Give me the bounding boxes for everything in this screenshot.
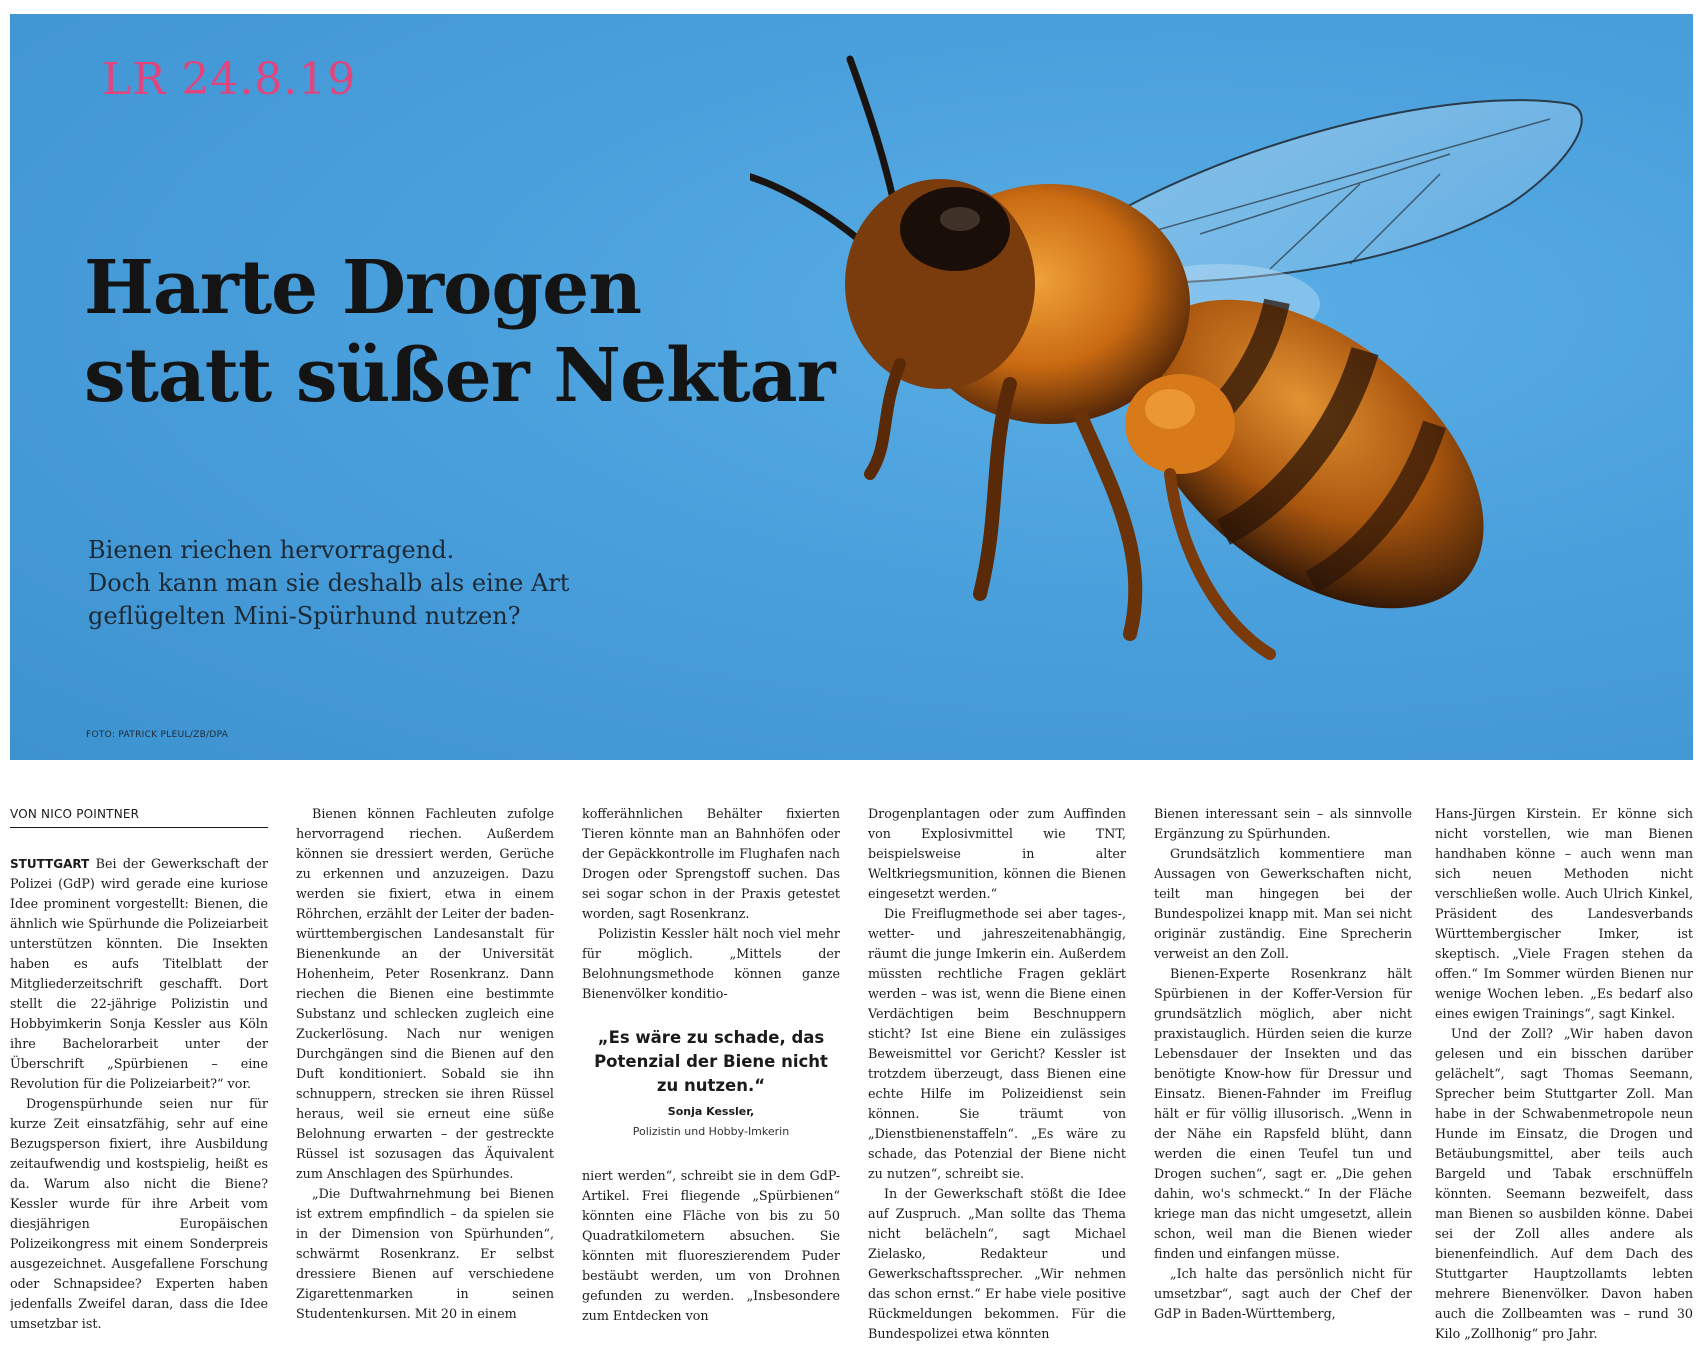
article-column-5 (1154, 804, 1412, 1344)
paragraph: „Die Duftwahrnehmung bei Bienen ist extrem empfindlich – da spielen sie in der Dimension von Spürhunden“, schwärmt Rosenkranz. Er selbst dressiere Bienen auf verschiedene Zigarettenmarken in seinen Studentenkursen. Mit 20 in einem (296, 1186, 554, 1321)
article-column-1 (10, 804, 268, 1344)
article-column-4 (868, 804, 1126, 1344)
paragraph: Drogenplantagen oder zum Auffinden von Explosivmittel wie TNT, beispielsweise in alter Weltkriegsmunition, können die Bienen eingesetzt werden.“ (868, 806, 1126, 901)
article-column-6 (1435, 804, 1693, 1344)
paragraph: Bienen können Fachleuten zufolge hervorragend riechen. Außerdem können sie dressiert werden, Gerüche zu erkennen und anzuzeigen. Dazu werden sie fixiert, etwa in einem Röhrchen, erzählt der Leiter der baden-württembergischen Landesanstalt für Bienenkunde an der Universität Hohenheim, Peter Rosenkranz. Dann riechen die Bienen eine bestimmte Substanz und schlecken zugleich eine Zuckerlösung. Nach nur wenigen Durchgängen sind die Bienen auf den Duft konditioniert. Sobald sie ihn schnuppern, strecken sie ihren Rüssel heraus, weil sie erneut eine süße Belohnung erwarten – der gestreckte Rüssel ist sozusagen das Äquivalent zum Anschlagen des Spürhundes. (296, 806, 554, 1181)
hero-photo (10, 14, 1693, 760)
paragraph: Bienen-Experte Rosenkranz hält Spürbienen in der Koffer-Version für grundsätzlich möglich, aber nicht praxistauglich. Hürden seien die kurze Lebensdauer der Insekten und das benötigte Know-how für Dressur und Einsatz. Bienen-Fahnder im Freiflug hält er für völlig illusorisch. „Wenn in der Nähe ein Rapsfeld blüht, dann werden die einen Teufel tun und Drogen suchen“, sagt er. „Die gehen dahin, wo's schmeckt.“ In der Fläche kriege man das nicht umgesetzt, allein schon, weil man die Bienen wieder finden und einfangen müsse. (1154, 966, 1412, 1261)
deck-line-1: Bienen riechen hervorragend. (88, 536, 455, 564)
deck-subtitle (88, 534, 648, 633)
paragraph: Die Freiflugmethode sei aber tages-, wetter- und jahreszeitenabhängig, räumt die junge Imkerin ein. Außerdem müssten rechtliche Fragen geklärt werden – was ist, wenn die Biene einen Verdächtigen beim Beschnuppern sticht? Ist eine Biene ein zulässiges Beweismittel vor Gericht? Kessler ist trotzdem überzeugt, dass Bienen eine echte Hilfe im Polizeidienst sein können. Sie träumt von „Dienstbienenstaffeln“. „Es wäre zu schade, das Potenzial der Biene nicht zu nutzen“, schreibt sie. (868, 906, 1126, 1181)
paragraph: Hans-Jürgen Kirstein. Er könne sich nicht vorstellen, wie man Bienen handhaben könne – auch wenn man sich neuen Methoden nicht verschließen wolle. Auch Ulrich Kinkel, Präsident des Landesverbands Württembergischer Imker, ist skeptisch. „Viele Fragen stehen da offen.“ Im Sommer würden Bienen nur wenige Wochen leben. „Es bedarf also eines ewigen Trainings“, sagt Kinkel. (1435, 806, 1693, 1021)
paragraph (10, 854, 268, 1094)
headline-line-1: Harte Drogen (84, 245, 642, 331)
paragraph: niert werden“, schreibt sie in dem GdP-Artikel. Frei fliegende „Spürbienen“ könnten eine Fläche von bis zu 50 Quadratkilometern absuchen. Sie könnten mit fluoreszierendem Puder bestäubt werden, um von Drohnen gefunden zu werden. „Insbesondere zum Entdecken von (582, 1168, 840, 1323)
article-column-3 (582, 804, 840, 1344)
headline-line-2: statt süßer Nektar (84, 333, 835, 419)
paragraph: „Ich halte das persönlich nicht für umsetzbar“, sagt auch der Chef der GdP in Baden-Württemberg, (1154, 1266, 1412, 1321)
paragraph: Grundsätzlich kommentiere man Aussagen von Gewerkschaften nicht, teilt man hingegen bei der Bundespolizei knapp mit. Man sei nicht originär zuständig. Eine Sprecherin verweist an den Zoll. (1154, 846, 1412, 961)
paragraph: In der Gewerkschaft stößt die Idee auf Zuspruch. „Man sollte das Thema nicht belächeln“, sagt Michael Zielasko, Redakteur und Gewerkschaftssprecher. „Wir nehmen das schon ernst.“ Er habe viele positive Rückmeldungen bekommen. Für die Bundespolizei etwa könnten (868, 1186, 1126, 1341)
paragraph: Und der Zoll? „Wir haben davon gelesen und ein bisschen darüber gelächelt“, sagt Thomas Seemann, Sprecher beim Stuttgarter Zoll. Man habe in der Schwabenmetropole neun Hunde im Einsatz, die Drogen und Betäubungsmittel, aber teils auch Bargeld und Tabak erschnüffeln könnten. Seemann bezweifelt, dass man Bienen so ausbilden könne. Dabei sei der Zoll alles andere als bienenfeindlich. Auf dem Dach des Stuttgarter Hauptzollamts lebten mehrere Bienenvölker. Davon haben auch die Zollbeamten was – rund 30 Kilo „Zollhonig“ pro Jahr. (1435, 1026, 1693, 1341)
pull-quote-text: „Es wäre zu schade, das Potenzial der Biene nicht zu nutzen.“ (594, 1028, 828, 1095)
dateline: STUTTGART (10, 857, 90, 871)
deck-line-3: geflügelten Mini-Spürhund nutzen? (88, 602, 521, 630)
paragraph-text: Bei der Gewerkschaft der Polizei (GdP) wird gerade eine kuriose Idee prominent vorgestellt: Bienen, die ähnlich wie Spürhunde die Polizeiarbeit unterstützen könnten. Die Insekten haben es aufs Titelblatt der Mitgliederzeitschrift geschafft. Dort stellt die 22-jährige Polizistin und Hobbyimkerin Sonja Kessler aus Köln ihre Bachelorarbeit unter der Überschrift „Spürbienen – eine Revolution für die Polizeiarbeit?“ vor. (10, 856, 268, 1091)
pull-quote-author: Sonja Kessler, (667, 1105, 755, 1118)
paragraph: Polizistin Kessler hält noch viel mehr für möglich. „Mittels der Belohnungsmethode können ganze Bienenvölker konditio- (582, 926, 840, 1001)
article-column-2 (296, 804, 554, 1344)
pull-quote-role: Polizistin und Hobby-Imkerin (632, 1125, 790, 1138)
bee-illustration (750, 34, 1650, 754)
pull-quote (582, 1026, 840, 1142)
deck-line-2: Doch kann man sie deshalb als eine Art (88, 569, 570, 597)
paragraph: kofferähnlichen Behälter fixierten Tieren könnte man an Bahnhöfen oder der Gepäckkontrolle im Flughafen nach Drogen oder Sprengstoff suchen. Das sei sogar schon in der Praxis getestet worden, sagt Rosenkranz. (582, 806, 840, 921)
article-body (10, 804, 1693, 1344)
paragraph: Drogenspürhunde seien nur für kurze Zeit einsatzfähig, sehr auf eine Bezugsperson fixiert, ihre Ausbildung zeitaufwendig und kostspielig, heißt es da. Warum also nicht die Biene? Kessler wurde für ihre Arbeit vom diesjährigen Europäischen Polizeikongress mit einem Sonderpreis ausgezeichnet. Ausgefallene Forschung oder Schnapsidee? Experten haben jedenfalls Zweifel daran, dass die Idee umsetzbar ist. (10, 1096, 268, 1331)
paragraph: Bienen interessant sein – als sinnvolle Ergänzung zu Spürhunden. (1154, 806, 1412, 841)
byline: VON NICO POINTNER (10, 804, 268, 828)
headline (84, 244, 844, 420)
photo-credit: FOTO: PATRICK PLEUL/ZB/DPA (86, 730, 229, 740)
date-stamp: LR 24.8.19 (102, 54, 357, 105)
